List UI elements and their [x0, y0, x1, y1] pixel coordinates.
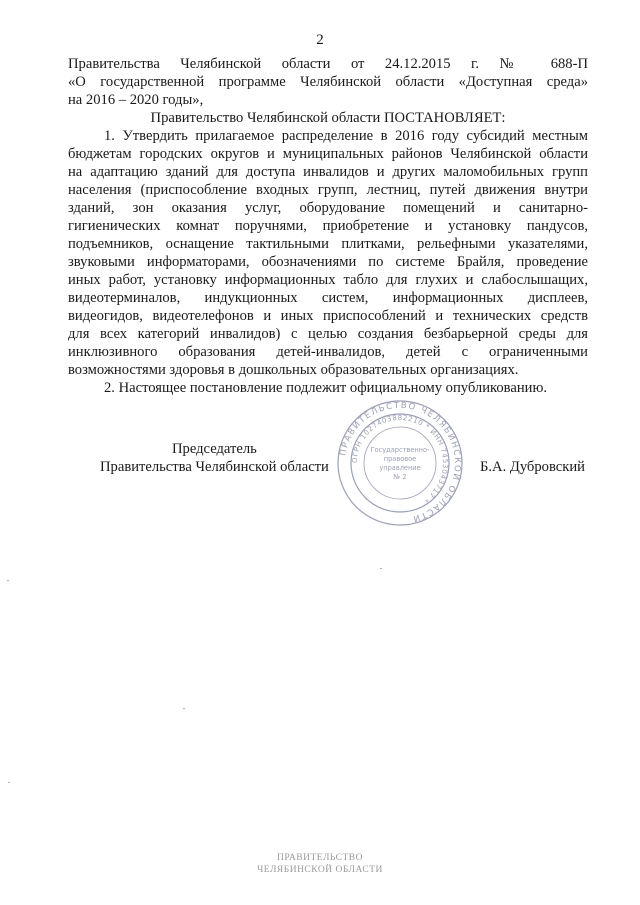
body-line: зданий, зон оказания услуг, оборудование помещений и санитарно-: [68, 200, 588, 216]
body-line: на 2016 – 2020 годы»,: [68, 92, 204, 108]
body-line: гигиенических комнат поручнями, приобретение и установку пандусов,: [68, 218, 588, 234]
scan-speck: [380, 568, 382, 569]
scan-speck: [8, 782, 10, 783]
stamp-outer-text: ПРАВИТЕЛЬСТВО ЧЕЛЯБИНСКОЙ ОБЛАСТИ: [338, 400, 463, 524]
signatory-name: Б.А. Дубровский: [480, 459, 585, 475]
footer-line1: ПРАВИТЕЛЬСТВО: [277, 853, 363, 863]
body-line: на адаптацию зданий для доступа инвалидов и других маломобильных групп: [68, 164, 588, 180]
body-line: населения (приспособление входных групп, лестниц, путей движения внутри: [68, 182, 588, 198]
body-line: «О государственной программе Челябинской области «Доступная среда»: [68, 74, 588, 90]
footer-watermark: [0, 852, 640, 876]
body-line: Правительства Челябинской области от 24.12.2015 г. № 688-П: [68, 56, 588, 72]
body-line: бюджетам городских округов и муниципальных районов Челябинской области: [68, 146, 588, 162]
body-line: 2. Настоящее постановление подлежит официальному опубликованию.: [104, 380, 548, 396]
official-seal-stamp: [335, 398, 465, 528]
body-line: звуковыми информаторами, обозначениями по системе Брайля, проведение: [68, 254, 588, 270]
document-body: [68, 55, 588, 397]
stamp-inner-text: ОГРН 1027403882210 * ИНН 7453043717 *: [350, 413, 450, 505]
body-line: иных работ, установку информационных табло для глухих и слабослышащих,: [68, 272, 588, 288]
body-line: видеотерминалов, индукционных систем, информационных дисплеев,: [68, 290, 588, 306]
stamp-center-line4: № 2: [393, 473, 407, 481]
scan-speck: [7, 580, 9, 581]
stamp-center-line3: управление: [379, 464, 421, 472]
body-line: подъемников, оснащение тактильными плитками, рельефными указателями,: [68, 236, 588, 252]
body-line: видеогидов, видеотелефонов и иных приспособлений и технических средств: [68, 308, 588, 324]
stamp-center-line2: правовое: [383, 455, 417, 463]
scan-speck: [183, 708, 185, 709]
body-line: для всех категорий инвалидов) с целью создания безбарьерной среды для: [68, 326, 588, 342]
body-line: Правительство Челябинской области ПОСТАНОВЛЯЕТ:: [150, 110, 506, 126]
body-line: 1. Утвердить прилагаемое распределение в 2016 году субсидий местным: [104, 128, 588, 144]
footer-line2: ЧЕЛЯБИНСКОЙ ОБЛАСТИ: [257, 865, 383, 875]
stamp-center-line1: Государственно-: [370, 446, 430, 454]
page-number: 2: [316, 32, 324, 48]
signatory-title-line2: Правительства Челябинской области: [100, 459, 329, 475]
signatory-title: [100, 440, 329, 476]
signatory-title-line1: Председатель: [172, 441, 257, 457]
body-line: инклюзивного образования детей-инвалидов, детей с ограниченными: [68, 344, 588, 360]
body-line: возможностями здоровья в дошкольных образовательных организациях.: [68, 362, 519, 378]
